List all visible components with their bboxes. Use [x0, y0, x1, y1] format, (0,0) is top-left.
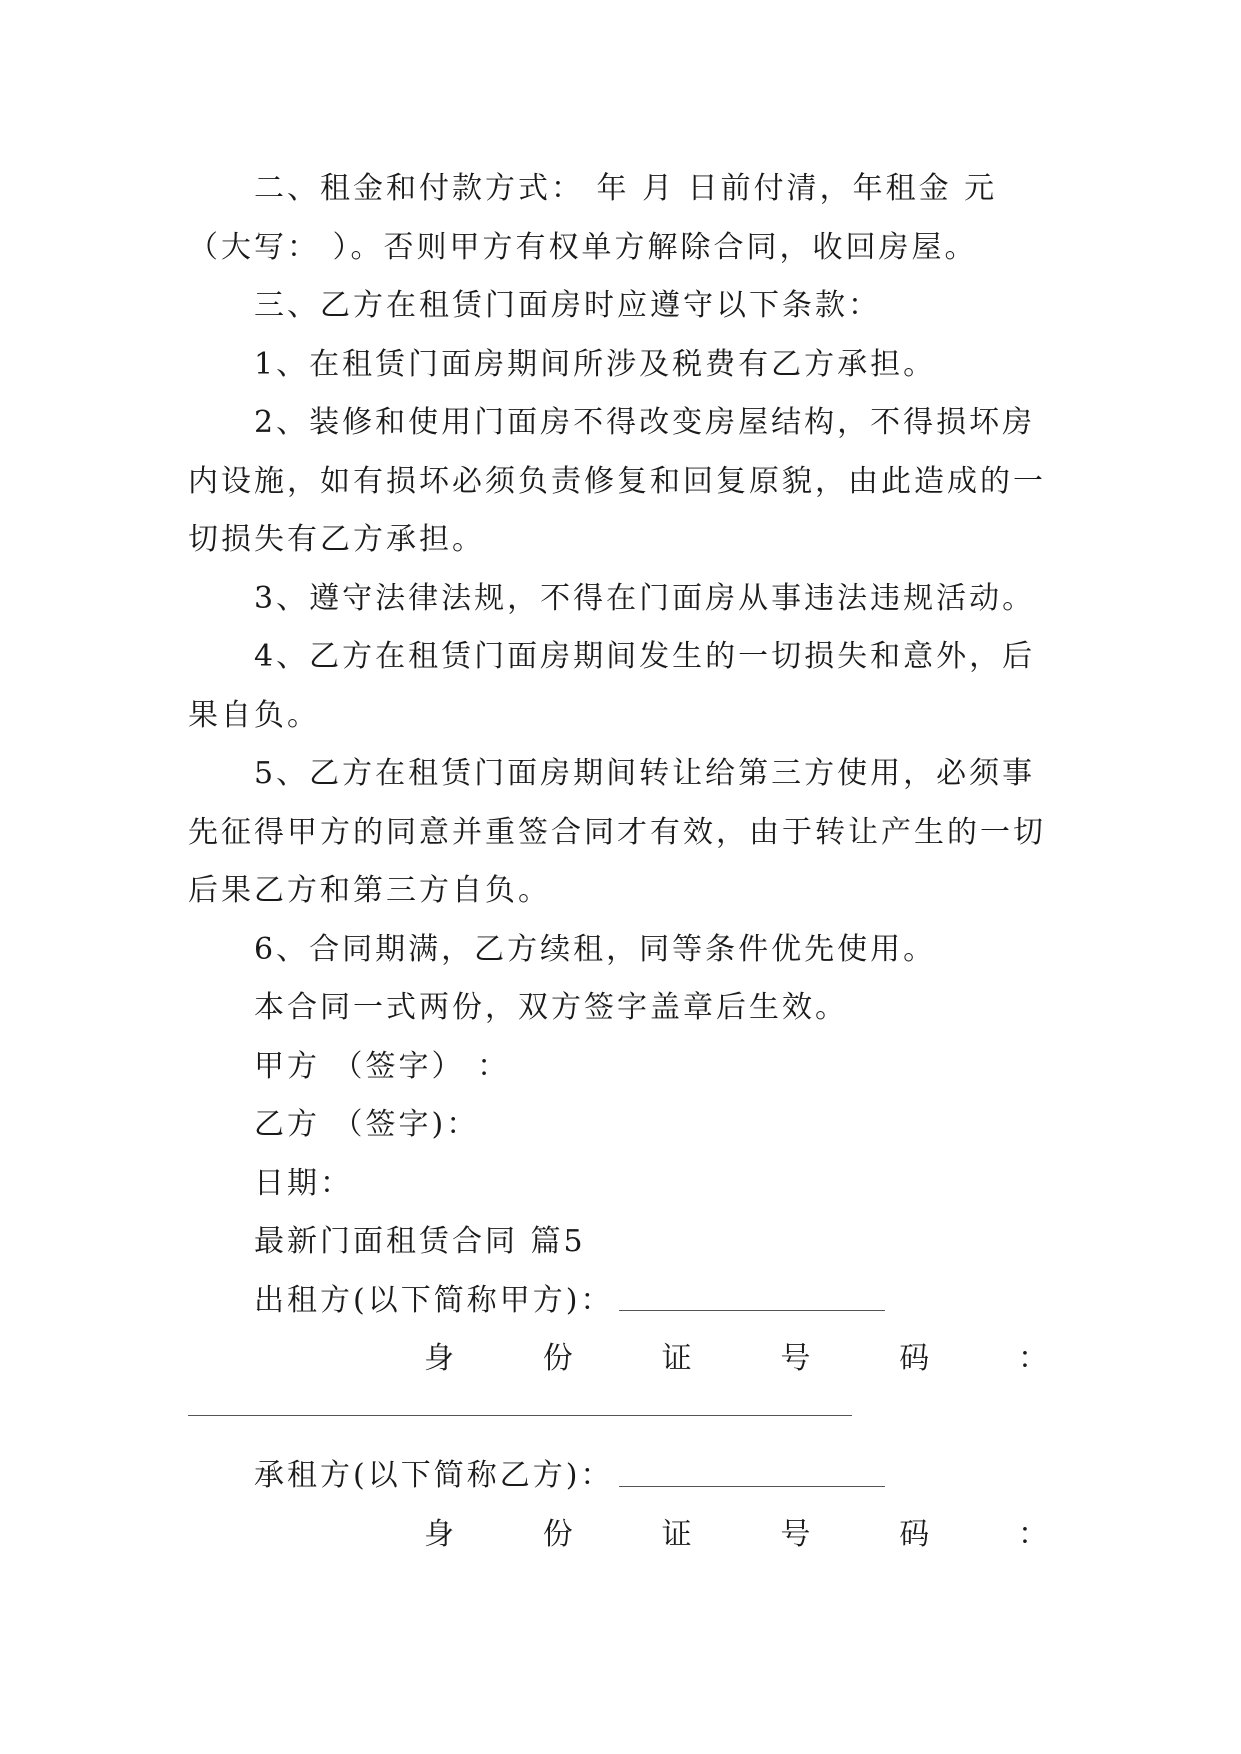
clause-4-line-1: 4、乙方在租赁门面房期间发生的一切损失和意外，后 — [254, 639, 1036, 674]
id-char: 证 — [661, 1341, 692, 1376]
id-char: 码 — [899, 1516, 930, 1552]
lessor-label: 出租方(以下简称甲方)： — [254, 1282, 614, 1318]
id-char: 号 — [780, 1341, 811, 1376]
id-char: 份 — [542, 1341, 573, 1376]
clause-2-line-2: 内设施，如有损坏必须负责修复和回复原貌，由此造成的一 — [188, 463, 1046, 499]
clause-1: 1、在租赁门面房期间所涉及税费有乙方承担。 — [254, 346, 937, 382]
clause-6: 6、合同期满，乙方续租，同等条件优先使用。 — [254, 931, 937, 967]
clause-4-line-2: 果自负。 — [188, 697, 320, 733]
lessor-id-blank — [188, 1389, 1048, 1448]
rent-payment-line-2: （大写： ）。否则甲方有权单方解除合同，收回房屋。 — [188, 229, 978, 265]
id-char: 码 — [899, 1341, 930, 1376]
clause-2-line-3: 切损失有乙方承担。 — [188, 522, 485, 557]
party-a-signature: 甲方 （签字） ： — [254, 1048, 511, 1084]
id-char: ： — [1017, 1516, 1048, 1552]
lessor-id-line — [188, 1330, 1048, 1389]
clause-5-line-1: 5、乙方在租赁门面房期间转让给第三方使用，必须事 — [254, 756, 1036, 791]
clause-2-line-1: 2、装修和使用门面房不得改变房屋结构，不得损坏房 — [254, 405, 1036, 440]
lessor-line — [188, 1272, 1048, 1331]
id-char: 身 — [424, 1516, 454, 1552]
id-char: 号 — [780, 1516, 811, 1552]
lessor-blank — [619, 1292, 885, 1311]
copies-note: 本合同一式两份，双方签字盖章后生效。 — [254, 990, 848, 1025]
clause-5-line-3: 后果乙方和第三方自负。 — [188, 873, 551, 908]
id-char: 份 — [542, 1516, 573, 1552]
id-char: 身 — [424, 1341, 454, 1376]
id-char: ： — [1017, 1341, 1048, 1376]
lessee-label: 承租方(以下简称乙方)： — [254, 1458, 614, 1493]
lessee-id-line — [188, 1506, 1048, 1565]
section-title: 最新门面租赁合同 篇5 — [254, 1224, 586, 1259]
date-label: 日期： — [254, 1165, 353, 1201]
id-char: 证 — [661, 1516, 692, 1552]
party-b-signature: 乙方 （签字)： — [254, 1107, 480, 1142]
lessee-blank — [619, 1468, 885, 1487]
document-page — [188, 160, 1048, 1564]
lessee-line — [188, 1447, 1048, 1506]
clause-3: 3、遵守法律法规，不得在门面房从事违法违规活动。 — [254, 580, 1036, 616]
rent-payment-line-1: 二、租金和付款方式： 年 月 日前付清，年租金 元 — [254, 171, 998, 206]
terms-heading: 三、乙方在租赁门面房时应遵守以下条款： — [254, 288, 881, 323]
clause-5-line-2: 先征得甲方的同意并重签合同才有效，由于转让产生的一切 — [188, 814, 1046, 850]
